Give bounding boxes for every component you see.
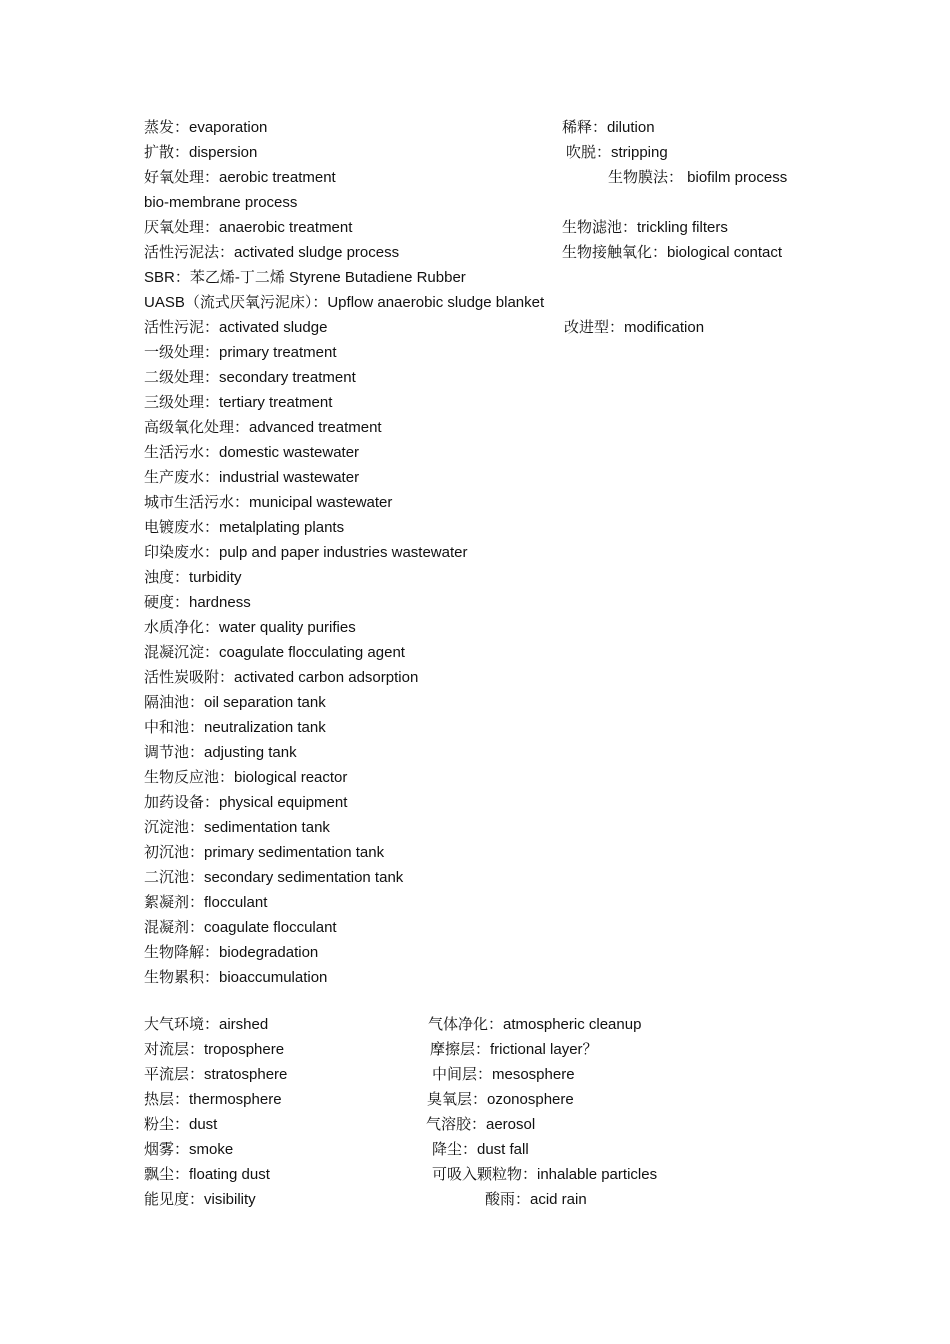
term-line: 飘尘：floating dust [144, 1166, 270, 1183]
term-line: 热层：thermosphere [144, 1091, 282, 1108]
term-line: 粉尘：dust [144, 1116, 218, 1133]
term-line: 活性污泥：activated sludge [144, 319, 328, 336]
term-line: 印染废水：pulp and paper industries wastewater [144, 544, 468, 561]
term-line-right: 降尘：dust fall [432, 1141, 529, 1158]
term-line-right: 生物膜法： biofilm process [608, 169, 788, 186]
term-line: 烟雾：smoke [144, 1141, 234, 1158]
term-line: 城市生活污水：municipal wastewater [144, 494, 393, 511]
term-line: 蒸发：evaporation [144, 119, 268, 136]
term-line: 生活污水：domestic wastewater [144, 444, 360, 461]
term-line-right: 生物接触氧化：biological contact [562, 244, 783, 261]
term-line: 混凝沉淀：coagulate flocculating agent [144, 644, 405, 661]
term-line: 大气环境：airshed [144, 1016, 269, 1033]
term-line: 生物累积：bioaccumulation [144, 969, 328, 986]
term-line-right: 生物滤池：trickling filters [562, 219, 728, 236]
term-line: 一级处理：primary treatment [144, 344, 337, 361]
term-line-right: 酸雨：acid rain [485, 1191, 587, 1208]
term-line: 三级处理：tertiary treatment [144, 394, 333, 411]
term-line: 混凝剂：coagulate flocculant [144, 919, 337, 936]
term-line: 厌氧处理：anaerobic treatment [144, 219, 353, 236]
term-line: 水质净化：water quality purifies [144, 619, 356, 636]
term-line: 加药设备：physical equipment [144, 794, 348, 811]
term-line: 生产废水：industrial wastewater [144, 469, 360, 486]
term-line: 沉淀池：sedimentation tank [144, 819, 330, 836]
term-line: 二沉池：secondary sedimentation tank [144, 869, 404, 886]
term-line: 电镀废水：metalplating plants [144, 519, 345, 536]
term-line: 平流层：stratosphere [144, 1066, 288, 1083]
term-line: 扩散：dispersion [144, 144, 258, 161]
term-line: 隔油池：oil separation tank [144, 694, 326, 711]
term-line: 对流层：troposphere [144, 1041, 285, 1058]
term-line-right: 可吸入颗粒物：inhalable particles [432, 1166, 658, 1183]
term-line: SBR：苯乙烯-丁二烯 Styrene Butadiene Rubber [144, 269, 466, 286]
term-line-right: 臭氧层：ozonosphere [427, 1091, 574, 1108]
term-line-right: 稀释：dilution [562, 119, 655, 136]
term-line: 调节池：adjusting tank [144, 744, 297, 761]
term-line: 中和池：neutralization tank [144, 719, 326, 736]
term-line-right: 中间层：mesosphere [432, 1066, 575, 1083]
term-line-right: 摩擦层：frictional layer？ [430, 1041, 598, 1058]
term-line: 硬度：hardness [144, 594, 251, 611]
term-line-right: 气溶胶：aerosol [426, 1116, 536, 1133]
term-line-right: 气体净化：atmospheric cleanup [428, 1016, 642, 1033]
term-line: 浊度：turbidity [144, 569, 242, 586]
term-line: UASB（流式厌氧污泥床）：Upflow anaerobic sludge blanket [144, 294, 545, 311]
term-line: 絮凝剂：flocculant [144, 894, 268, 911]
term-line: 好氧处理：aerobic treatment [144, 169, 336, 186]
term-line: 生物降解：biodegradation [144, 944, 319, 961]
term-line-right: 吹脱：stripping [566, 144, 668, 161]
term-line: 二级处理：secondary treatment [144, 369, 356, 386]
term-line: 活性炭吸附：activated carbon adsorption [144, 669, 419, 686]
term-line: 初沉池：primary sedimentation tank [144, 844, 385, 861]
term-line: 活性污泥法：activated sludge process [144, 244, 400, 261]
term-line-right: 改进型：modification [564, 319, 705, 336]
term-line: bio-membrane process [144, 194, 298, 211]
term-line: 能见度：visibility [144, 1191, 256, 1208]
term-line: 生物反应池：biological reactor [144, 769, 348, 786]
term-line: 高级氧化处理：advanced treatment [144, 419, 382, 436]
